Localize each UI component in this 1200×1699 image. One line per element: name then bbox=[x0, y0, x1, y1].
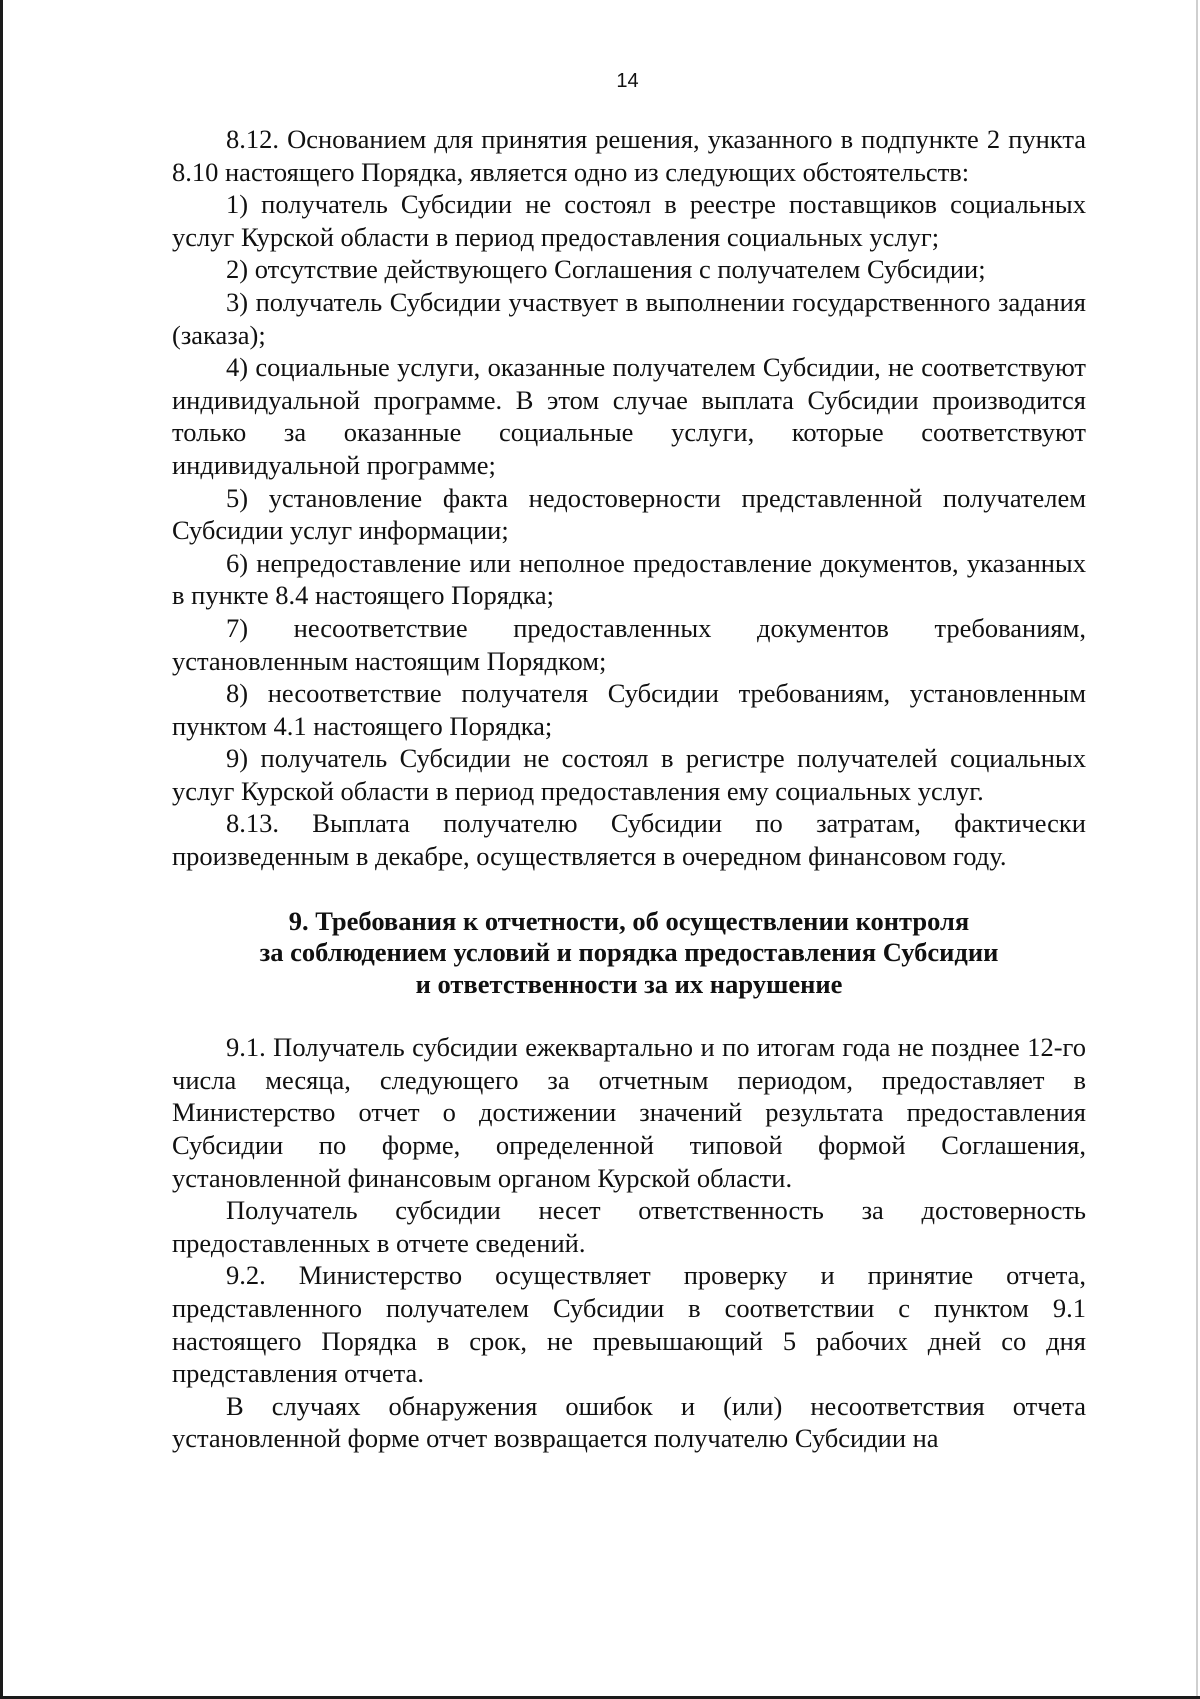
page-number: 14 bbox=[616, 70, 639, 92]
paragraph-9-1: 9.1. Получатель субсидии ежеквартально и по итогам года не позднее 12-го числа месяца, следующего за отчетным периодом, предоставляет в Министерство отчет о достижении значений результата предоставления Субсидии по форме, определенной типовой формой Соглашения, установленной финансовым органом Курской области. bbox=[172, 1032, 1086, 1193]
document-body bbox=[172, 123, 1086, 1455]
list-item-2: 2) отсутствие действующего Соглашения с получателем Субсидии; bbox=[226, 254, 986, 285]
list-item-4: 4) социальные услуги, оказанные получателем Субсидии, не соответствуют индивидуальной программе. В этом случае выплата Субсидии производится только за оказанные социальные услуги, которые соответствуют индивидуальной программе; bbox=[172, 352, 1086, 480]
paragraph-errors: В случаях обнаружения ошибок и (или) несоответствия отчета установленной форме отчет возвращается получателю Субсидии на bbox=[172, 1390, 1086, 1454]
section-heading-line-1: 9. Требования к отчетности, об осуществлении контроля bbox=[288, 905, 970, 936]
section-9-heading bbox=[172, 906, 1086, 1001]
paragraph-responsibility: Получатель субсидии несет ответственность за достоверность предоставленных в отчете сведений. bbox=[172, 1195, 1086, 1258]
list-item-7: 7) несоответствие предоставленных документов требованиям, установленным настоящим Порядком; bbox=[172, 612, 1086, 676]
list-item-9: 9) получатель Субсидии не состоял в регистре получателей социальных услуг Курской области в период предоставления ему социальных услуг. bbox=[172, 743, 1086, 806]
section-heading-line-3: и ответственности за их нарушение bbox=[415, 968, 843, 999]
list-item-8: 8) несоответствие получателя Субсидии требованиям, установленным пунктом 4.1 настоящего Порядка; bbox=[172, 678, 1086, 741]
scan-edge-left bbox=[0, 0, 3, 1699]
list-item-5: 5) установление факта недостоверности представленной получателем Субсидии услуг информации; bbox=[172, 482, 1086, 546]
list-item-1: 1) получатель Субсидии не состоял в реестре поставщиков социальных услуг Курской области в период предоставления социальных услуг; bbox=[172, 189, 1086, 252]
paragraph-8-13: 8.13. Выплата получателю Субсидии по затратам, фактически произведенным в декабре, осуществляется в очередном финансовом году. bbox=[172, 808, 1086, 872]
paragraph-9-2: 9.2. Министерство осуществляет проверку и принятие отчета, представленного получателем Субсидии в соответствии с пунктом 9.1 настоящего Порядка в срок, не превышающий 5 рабочих дней со дня представления отчета. bbox=[172, 1260, 1086, 1389]
section-heading-line-2: за соблюдением условий и порядка предоставления Субсидии bbox=[259, 937, 999, 968]
scan-edge-right bbox=[1196, 0, 1198, 1699]
list-item-6: 6) непредоставление или неполное предоставление документов, указанных в пункте 8.4 настоящего Порядка; bbox=[172, 547, 1086, 611]
paragraph-8-12: 8.12. Основанием для принятия решения, указанного в подпункте 2 пункта 8.10 настоящего Порядка, является одно из следующих обстоятельств: bbox=[172, 124, 1086, 187]
list-item-3: 3) получатель Субсидии участвует в выполнении государственного задания (заказа); bbox=[172, 286, 1086, 350]
